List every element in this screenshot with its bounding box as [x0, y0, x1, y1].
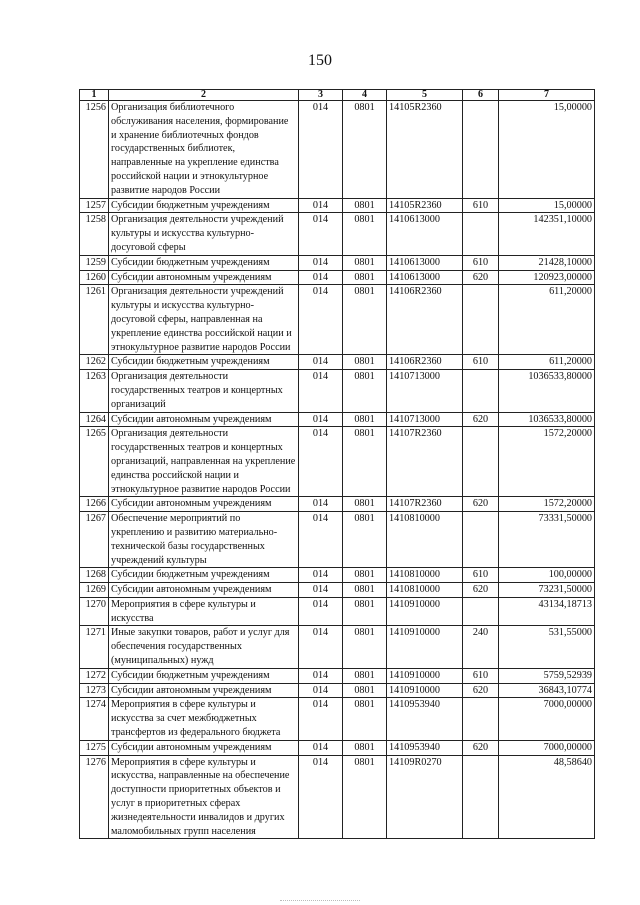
item-name: Субсидии бюджетным учреждениям	[109, 668, 299, 683]
table-row	[80, 497, 595, 512]
ministry-code: 014	[299, 683, 343, 698]
target-article: 1410713000	[387, 412, 463, 427]
expense-type	[463, 370, 499, 412]
amount: 48,58640	[499, 755, 595, 839]
table-row	[80, 427, 595, 497]
item-name: Организация деятельности государственных театров и концертных организаций, направленная на укрепление единства российской нации и этнокультурное развитие народов России	[109, 427, 299, 497]
target-article: 1410613000	[387, 213, 463, 255]
section-code: 0801	[343, 668, 387, 683]
expense-type: 620	[463, 412, 499, 427]
item-name: Обеспечение мероприятий по укреплению и развитию материально-технической базы государственных учреждений культуры	[109, 512, 299, 568]
section-code: 0801	[343, 355, 387, 370]
target-article: 1410953940	[387, 740, 463, 755]
expense-type: 240	[463, 626, 499, 668]
amount: 73231,50000	[499, 583, 595, 598]
target-article: 14109R0270	[387, 755, 463, 839]
column-header-3: 3	[299, 90, 343, 101]
ministry-code: 014	[299, 355, 343, 370]
row-number: 1271	[80, 626, 109, 668]
row-number: 1258	[80, 213, 109, 255]
expense-type: 620	[463, 270, 499, 285]
section-code: 0801	[343, 427, 387, 497]
item-name: Субсидии бюджетным учреждениям	[109, 355, 299, 370]
ministry-code: 014	[299, 497, 343, 512]
item-name: Субсидии автономным учреждениям	[109, 683, 299, 698]
table-row	[80, 198, 595, 213]
ministry-code: 014	[299, 568, 343, 583]
target-article: 1410953940	[387, 698, 463, 740]
expense-type	[463, 698, 499, 740]
item-name: Субсидии автономным учреждениям	[109, 412, 299, 427]
item-name: Субсидии бюджетным учреждениям	[109, 568, 299, 583]
expense-type	[463, 755, 499, 839]
amount: 73331,50000	[499, 512, 595, 568]
section-code: 0801	[343, 698, 387, 740]
ministry-code: 014	[299, 370, 343, 412]
expense-type	[463, 285, 499, 355]
section-code: 0801	[343, 213, 387, 255]
table-row	[80, 626, 595, 668]
ministry-code: 014	[299, 668, 343, 683]
column-header-6: 6	[463, 90, 499, 101]
column-header-7: 7	[499, 90, 595, 101]
section-code: 0801	[343, 583, 387, 598]
target-article: 1410910000	[387, 683, 463, 698]
ministry-code: 014	[299, 755, 343, 839]
amount: 7000,00000	[499, 698, 595, 740]
ministry-code: 014	[299, 427, 343, 497]
row-number: 1272	[80, 668, 109, 683]
target-article: 1410810000	[387, 512, 463, 568]
row-number: 1273	[80, 683, 109, 698]
table-row	[80, 740, 595, 755]
target-article: 14107R2360	[387, 497, 463, 512]
item-name: Субсидии автономным учреждениям	[109, 583, 299, 598]
row-number: 1264	[80, 412, 109, 427]
section-code: 0801	[343, 198, 387, 213]
ministry-code: 014	[299, 270, 343, 285]
expense-type: 610	[463, 668, 499, 683]
expense-type	[463, 427, 499, 497]
item-name: Субсидии бюджетным учреждениям	[109, 198, 299, 213]
ministry-code: 014	[299, 255, 343, 270]
expense-type	[463, 101, 499, 199]
target-article: 14106R2360	[387, 285, 463, 355]
item-name: Субсидии бюджетным учреждениям	[109, 255, 299, 270]
item-name: Организация деятельности государственных театров и концертных организаций	[109, 370, 299, 412]
amount: 36843,10774	[499, 683, 595, 698]
section-code: 0801	[343, 497, 387, 512]
section-code: 0801	[343, 285, 387, 355]
row-number: 1260	[80, 270, 109, 285]
column-header-4: 4	[343, 90, 387, 101]
expense-type: 620	[463, 740, 499, 755]
target-article: 1410910000	[387, 626, 463, 668]
amount: 1036533,80000	[499, 412, 595, 427]
expense-type: 610	[463, 568, 499, 583]
table-row	[80, 755, 595, 839]
table-row	[80, 583, 595, 598]
ministry-code: 014	[299, 285, 343, 355]
amount: 21428,10000	[499, 255, 595, 270]
expense-type: 620	[463, 683, 499, 698]
row-number: 1259	[80, 255, 109, 270]
target-article: 1410613000	[387, 255, 463, 270]
expense-type: 610	[463, 255, 499, 270]
target-article: 1410713000	[387, 370, 463, 412]
target-article: 14106R2360	[387, 355, 463, 370]
table-row	[80, 412, 595, 427]
row-number: 1269	[80, 583, 109, 598]
expense-type	[463, 512, 499, 568]
budget-table	[79, 89, 595, 839]
section-code: 0801	[343, 568, 387, 583]
column-header-2: 2	[109, 90, 299, 101]
target-article: 14105R2360	[387, 101, 463, 199]
amount: 100,00000	[499, 568, 595, 583]
amount: 611,20000	[499, 285, 595, 355]
ministry-code: 014	[299, 213, 343, 255]
item-name: Субсидии автономным учреждениям	[109, 270, 299, 285]
item-name: Организация деятельности учреждений культуры и искусства культурно-досуговой сферы, направленная на укрепление единства российской нации и этнокультурное развитие народов России	[109, 285, 299, 355]
target-article: 1410910000	[387, 668, 463, 683]
amount: 15,00000	[499, 101, 595, 199]
ministry-code: 014	[299, 597, 343, 626]
ministry-code: 014	[299, 198, 343, 213]
item-name: Мероприятия в сфере культуры и искусства	[109, 597, 299, 626]
amount: 7000,00000	[499, 740, 595, 755]
target-article: 14107R2360	[387, 427, 463, 497]
item-name: Субсидии автономным учреждениям	[109, 497, 299, 512]
row-number: 1274	[80, 698, 109, 740]
expense-type	[463, 597, 499, 626]
ministry-code: 014	[299, 101, 343, 199]
item-name: Мероприятия в сфере культуры и искусства, направленные на обеспечение доступности приоритетных объектов и услуг в приоритетных сферах жизнедеятельности инвалидов и других маломобильных групп населения	[109, 755, 299, 839]
column-header-1: 1	[80, 90, 109, 101]
table-row	[80, 668, 595, 683]
table-body	[80, 101, 595, 839]
table-row	[80, 255, 595, 270]
amount: 120923,00000	[499, 270, 595, 285]
section-code: 0801	[343, 683, 387, 698]
ministry-code: 014	[299, 740, 343, 755]
target-article: 1410613000	[387, 270, 463, 285]
amount: 1572,20000	[499, 497, 595, 512]
section-code: 0801	[343, 255, 387, 270]
amount: 15,00000	[499, 198, 595, 213]
table-row	[80, 285, 595, 355]
section-code: 0801	[343, 512, 387, 568]
table-row	[80, 597, 595, 626]
row-number: 1270	[80, 597, 109, 626]
section-code: 0801	[343, 597, 387, 626]
target-article: 1410810000	[387, 583, 463, 598]
header-row	[80, 90, 595, 101]
amount: 142351,10000	[499, 213, 595, 255]
row-number: 1262	[80, 355, 109, 370]
item-name: Иные закупки товаров, работ и услуг для обеспечения государственных (муниципальных) нужд	[109, 626, 299, 668]
expense-type	[463, 213, 499, 255]
table-row	[80, 370, 595, 412]
target-article: 1410910000	[387, 597, 463, 626]
expense-type: 610	[463, 198, 499, 213]
page-number: 150	[308, 52, 332, 69]
ministry-code: 014	[299, 626, 343, 668]
row-number: 1276	[80, 755, 109, 839]
item-name: Организация библиотечного обслуживания населения, формирование и хранение библиотечных фондов государственных библиотек, направленные на укрепление единства российской нации и этнокультурное развитие народов России	[109, 101, 299, 199]
row-number: 1268	[80, 568, 109, 583]
amount: 5759,52939	[499, 668, 595, 683]
section-code: 0801	[343, 270, 387, 285]
section-code: 0801	[343, 412, 387, 427]
section-code: 0801	[343, 626, 387, 668]
ministry-code: 014	[299, 583, 343, 598]
amount: 1036533,80000	[499, 370, 595, 412]
amount: 531,55000	[499, 626, 595, 668]
section-code: 0801	[343, 101, 387, 199]
amount: 43134,18713	[499, 597, 595, 626]
expense-type: 610	[463, 355, 499, 370]
table-row	[80, 512, 595, 568]
column-header-5: 5	[387, 90, 463, 101]
table-row	[80, 568, 595, 583]
amount: 611,20000	[499, 355, 595, 370]
table-row	[80, 270, 595, 285]
row-number: 1275	[80, 740, 109, 755]
row-number: 1256	[80, 101, 109, 199]
table-row	[80, 355, 595, 370]
table-row	[80, 698, 595, 740]
row-number: 1261	[80, 285, 109, 355]
row-number: 1265	[80, 427, 109, 497]
section-code: 0801	[343, 740, 387, 755]
target-article: 14105R2360	[387, 198, 463, 213]
table-row	[80, 213, 595, 255]
table-row	[80, 101, 595, 199]
section-code: 0801	[343, 370, 387, 412]
row-number: 1266	[80, 497, 109, 512]
row-number: 1263	[80, 370, 109, 412]
ministry-code: 014	[299, 698, 343, 740]
item-name: Мероприятия в сфере культуры и искусства за счет межбюджетных трансфертов из федерального бюджета	[109, 698, 299, 740]
item-name: Субсидии автономным учреждениям	[109, 740, 299, 755]
amount: 1572,20000	[499, 427, 595, 497]
section-code: 0801	[343, 755, 387, 839]
expense-type: 620	[463, 583, 499, 598]
expense-type: 620	[463, 497, 499, 512]
item-name: Организация деятельности учреждений культуры и искусства культурно-досуговой сферы	[109, 213, 299, 255]
row-number: 1267	[80, 512, 109, 568]
row-number: 1257	[80, 198, 109, 213]
ministry-code: 014	[299, 412, 343, 427]
table-row	[80, 683, 595, 698]
ministry-code: 014	[299, 512, 343, 568]
target-article: 1410810000	[387, 568, 463, 583]
scan-artifact	[280, 900, 360, 903]
